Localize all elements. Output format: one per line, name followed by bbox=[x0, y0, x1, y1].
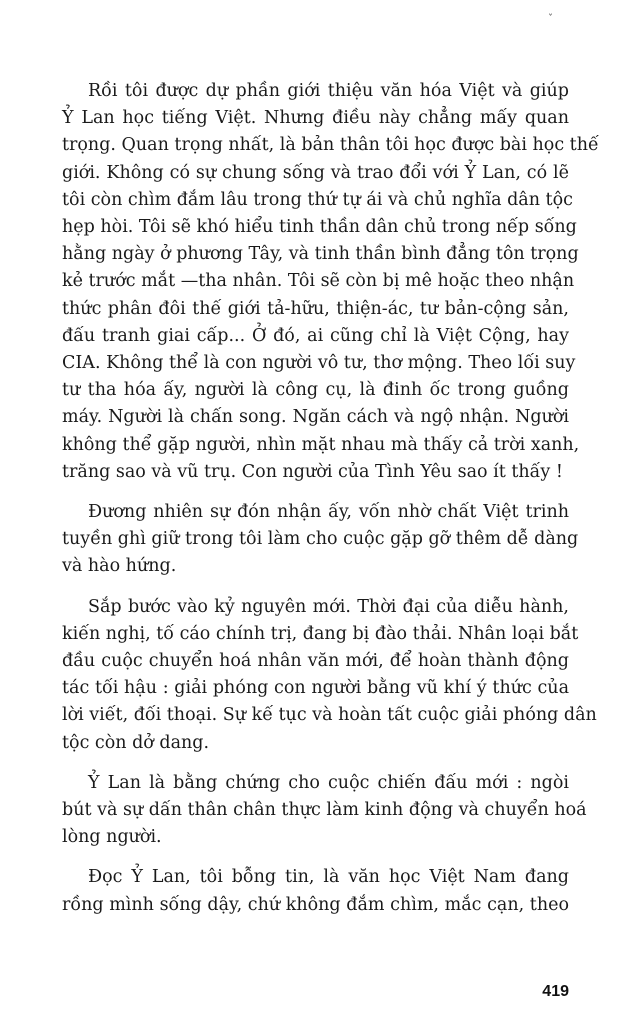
text-line: không thể gặp người, nhìn mặt nhau mà thấy cả trời xanh, bbox=[62, 434, 580, 455]
text-line: hằng ngày ở phương Tây, và tinh thần bình đẳng tôn trọng bbox=[62, 244, 579, 265]
text-line: tư tha hóa ấy, người là công cụ, là đinh ốc trong guồng bbox=[62, 380, 569, 401]
text-line: CIA. Không thể là con người vô tư, thơ mộng. Theo lối suy bbox=[62, 353, 576, 374]
text-line: trọng. Quan trọng nhất, là bản thân tôi học được bài học thế bbox=[62, 135, 599, 156]
text-line: giới. Không có sự chung sống và trao đổi với Ỷ Lan, có lẽ bbox=[62, 162, 569, 183]
text-line: máy. Người là chấn song. Ngăn cách và ngộ nhận. Người bbox=[62, 407, 569, 428]
text-line: đầu cuộc chuyển hoá nhân văn mới, để hoàn thành động bbox=[62, 651, 569, 672]
text-line: lời viết, đối thoại. Sự kế tục và hoàn tất cuộc giải phóng dân bbox=[62, 705, 597, 726]
body-text bbox=[62, 78, 599, 932]
text-line: tộc còn dở dang. bbox=[62, 732, 210, 753]
text-line: rồng mình sống dậy, chứ không đắm chìm, mắc cạn, theo bbox=[62, 894, 569, 915]
text-line: Ỷ Lan là bằng chứng cho cuộc chiến đấu mới : ngòi bbox=[88, 772, 569, 793]
text-line: tuyền ghì giữ trong tôi làm cho cuộc gặp gỡ thêm dễ dàng bbox=[62, 529, 579, 550]
text-line: lòng người. bbox=[62, 827, 162, 848]
paragraph-4 bbox=[62, 770, 587, 852]
text-line: Ỷ Lan học tiếng Việt. Nhưng điều này chẳng mấy quan bbox=[62, 108, 569, 129]
text-line: Sắp bước vào kỷ nguyên mới. Thời đại của diễu hành, bbox=[88, 596, 569, 617]
corner-mark: ˇ bbox=[548, 14, 553, 25]
text-line: kiến nghị, tố cáo chính trị, đang bị đào thải. Nhân loại bắt bbox=[62, 623, 579, 644]
text-line: đấu tranh giai cấp... Ở đó, ai cũng chỉ là Việt Cộng, hay bbox=[62, 325, 569, 346]
paragraph-3 bbox=[62, 594, 597, 757]
text-line: thức phân đôi thế giới tả-hữu, thiện-ác, tư bản-cộng sản, bbox=[62, 298, 569, 319]
paragraph-1 bbox=[62, 78, 599, 486]
text-line: bút và sự dấn thân chân thực làm kinh động và chuyển hoá bbox=[62, 800, 587, 821]
text-line: trăng sao và vũ trụ. Con người của Tình Yêu sao ít thấy ! bbox=[62, 461, 563, 482]
text-line: Đọc Ỷ Lan, tôi bỗng tin, là văn học Việt Nam đang bbox=[88, 867, 569, 888]
text-line: Đương nhiên sự đón nhận ấy, vốn nhờ chất Việt trinh bbox=[88, 502, 569, 523]
paragraph-2 bbox=[62, 499, 579, 581]
text-line: Rồi tôi được dự phần giới thiệu văn hóa Việt và giúp bbox=[88, 81, 569, 101]
page-number: 419 bbox=[542, 983, 569, 1000]
text-line: tác tối hậu : giải phóng con người bằng vũ khí ý thức của bbox=[62, 678, 569, 699]
text-line: kẻ trước mắt —tha nhân. Tôi sẽ còn bị mê hoặc theo nhận bbox=[62, 271, 575, 292]
paragraph-5 bbox=[62, 864, 569, 918]
text-line: và hào hứng. bbox=[62, 556, 177, 577]
text-line: hẹp hòi. Tôi sẽ khó hiểu tinh thần dân chủ trong nếp sống bbox=[62, 217, 577, 238]
text-line: tôi còn chìm đắm lâu trong thứ tự ái và chủ nghĩa dân tộc bbox=[62, 189, 573, 210]
